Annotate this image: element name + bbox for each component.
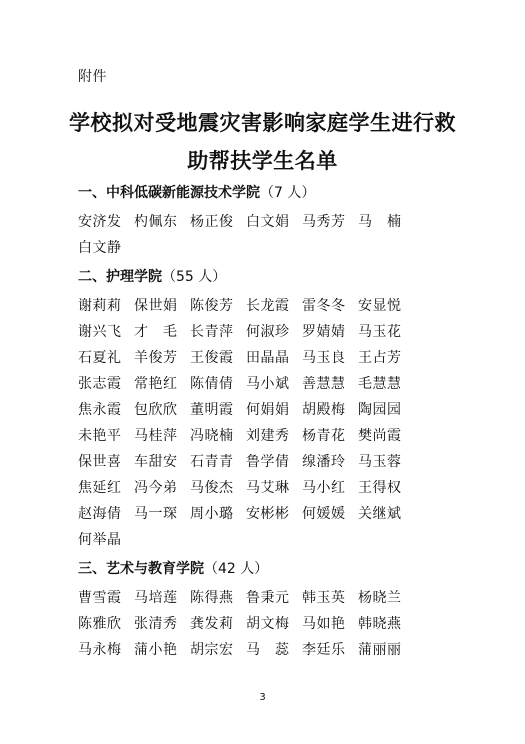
document-title-line-1: 学校拟对受地震灾害影响家庭学生进行救 [69, 110, 456, 135]
student-name: 何举晶 [78, 532, 122, 548]
student-name: 长龙霞 [246, 298, 290, 314]
student-name: 韩晓燕 [358, 616, 402, 632]
student-name: 杨青花 [302, 428, 346, 444]
student-name: 马俊杰 [190, 480, 234, 496]
student-name: 曹雪霞 [78, 590, 122, 606]
student-name: 张志霞 [78, 376, 122, 392]
section-count: （7 人） [260, 185, 316, 201]
student-name: 马小红 [302, 480, 346, 496]
student-name: 马小斌 [246, 376, 290, 392]
section-title-2 [78, 266, 226, 286]
student-name: 长青萍 [190, 324, 234, 340]
student-name: 安显悦 [358, 298, 402, 314]
student-name: 冯今弟 [134, 480, 178, 496]
student-name: 胡殿梅 [302, 402, 346, 418]
student-name: 白文娟 [246, 214, 290, 230]
attachment-label: 附件 [78, 69, 107, 85]
student-name: 龚发莉 [190, 616, 234, 632]
student-name: 何媛媛 [302, 506, 346, 522]
student-name: 常艳红 [134, 376, 178, 392]
student-name: 马桂萍 [134, 428, 178, 444]
student-name: 陈得燕 [190, 590, 234, 606]
student-name: 杨正俊 [190, 214, 234, 230]
student-name: 马玉花 [358, 324, 402, 340]
student-name: 王俊霞 [190, 350, 234, 366]
student-name: 雷冬冬 [302, 298, 346, 314]
student-name: 马玉良 [302, 350, 346, 366]
student-name: 缐潘玲 [302, 454, 346, 470]
student-name: 赵海倩 [78, 506, 122, 522]
student-name: 杓佩东 [134, 214, 178, 230]
student-name: 马 楠 [358, 214, 402, 230]
student-name: 马如艳 [302, 616, 346, 632]
student-name: 羊俊芳 [134, 350, 178, 366]
student-name: 樊尚霞 [358, 428, 402, 444]
section-count: （42 人） [204, 561, 269, 577]
student-name: 周小璐 [190, 506, 234, 522]
student-name: 马一琛 [134, 506, 178, 522]
student-name: 马永梅 [78, 642, 122, 658]
student-name: 田晶晶 [246, 350, 290, 366]
student-name: 冯晓楠 [190, 428, 234, 444]
student-name: 白文静 [78, 240, 122, 256]
student-name: 张清秀 [134, 616, 178, 632]
section-title-1 [78, 182, 315, 202]
page-number: 3 [259, 692, 266, 703]
student-name: 刘建秀 [246, 428, 290, 444]
student-name: 善慧慧 [302, 376, 346, 392]
student-name: 韩玉英 [302, 590, 346, 606]
student-name: 谢莉莉 [78, 298, 122, 314]
student-name: 未艳平 [78, 428, 122, 444]
student-name: 马培莲 [134, 590, 178, 606]
student-name: 马玉蓉 [358, 454, 402, 470]
section-title-text: 一、中科低碳新能源技术学院 [78, 185, 260, 201]
student-name: 何淑珍 [246, 324, 290, 340]
student-name: 王占芳 [358, 350, 402, 366]
student-name: 安济发 [78, 214, 122, 230]
student-name: 关继斌 [358, 506, 402, 522]
student-name: 董明霞 [190, 402, 234, 418]
student-name: 蒲丽丽 [358, 642, 402, 658]
student-name: 安彬彬 [246, 506, 290, 522]
student-name: 焦永霞 [78, 402, 122, 418]
document-title-line-2: 助帮扶学生名单 [187, 148, 338, 173]
student-name: 车甜安 [134, 454, 178, 470]
student-name: 石青青 [190, 454, 234, 470]
student-name: 陈雅欣 [78, 616, 122, 632]
student-name: 陈俊芳 [190, 298, 234, 314]
student-name: 鲁学倩 [246, 454, 290, 470]
student-name: 李廷乐 [302, 642, 346, 658]
student-name: 胡文梅 [246, 616, 290, 632]
student-name: 才 毛 [134, 324, 178, 340]
student-name: 马秀芳 [302, 214, 346, 230]
student-name: 包欣欣 [134, 402, 178, 418]
student-name: 马 蕊 [246, 642, 290, 658]
student-name: 谢兴飞 [78, 324, 122, 340]
student-name: 保世喜 [78, 454, 122, 470]
student-name: 马艾琳 [246, 480, 290, 496]
student-name: 石夏礼 [78, 350, 122, 366]
student-name: 何娟娟 [246, 402, 290, 418]
section-count: （55 人） [162, 269, 227, 285]
student-name: 保世娟 [134, 298, 178, 314]
section-title-text: 二、护理学院 [78, 269, 162, 285]
student-name: 陶园园 [358, 402, 402, 418]
student-name: 焦延红 [78, 480, 122, 496]
section-title-3 [78, 558, 268, 578]
student-name: 胡宗宏 [190, 642, 234, 658]
student-name: 杨晓兰 [358, 590, 402, 606]
student-name: 陈倩倩 [190, 376, 234, 392]
section-title-text: 三、艺术与教育学院 [78, 561, 204, 577]
student-name: 罗婧婧 [302, 324, 346, 340]
student-name: 蒲小艳 [134, 642, 178, 658]
student-name: 王得权 [358, 480, 402, 496]
student-name: 鲁秉元 [246, 590, 290, 606]
student-name: 毛慧慧 [358, 376, 402, 392]
